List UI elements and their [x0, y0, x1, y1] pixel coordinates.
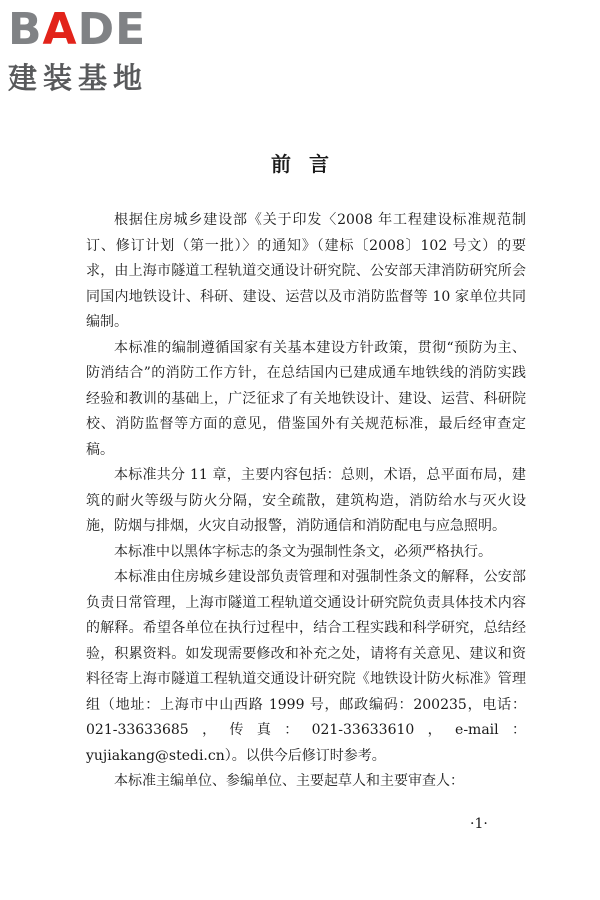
- logo-letters-de: DE: [77, 4, 147, 55]
- logo-letter-a: A: [42, 4, 78, 55]
- logo-wordmark: [8, 6, 178, 54]
- paragraph: 根据住房城乡建设部《关于印发〈2008 年工程建设标准规范制订、修订计划（第一批）〉的通知》（建标〔2008〕102 号文）的要求，由上海市隧道工程轨道交通设计研究院、公安部天津消防研究所会同国内地铁设计、科研、建设、运营以及市消防监督等 10 家单位共同编制。: [86, 212, 526, 330]
- page-number: ·1·: [470, 816, 488, 832]
- bade-logo: [8, 6, 178, 98]
- logo-letter-b: B: [8, 4, 43, 55]
- paragraph: 本标准的编制遵循国家有关基本建设方针政策，贯彻“预防为主、防消结合”的消防工作方针，在总结国内已建成通车地铁线的消防实践经验和教训的基础上，广泛征求了有关地铁设计、建设、运营、科研院校、消防监督等方面的意见，借鉴国外有关规范标准，最后经审查定稿。: [86, 339, 526, 458]
- page-title: 前言: [271, 152, 347, 176]
- logo-chinese-name: 建装基地: [8, 61, 149, 95]
- paragraph: 本标准中以黑体字标志的条文为强制性条文，必须严格执行。: [114, 543, 492, 560]
- paragraph: 本标准共分 11 章，主要内容包括：总则，术语，总平面布局，建筑的耐火等级与防火分隔，安全疏散，建筑构造，消防给水与灭火设施，防烟与排烟，火灾自动报警，消防通信和消防配电与应急照明。: [86, 467, 526, 534]
- paragraph: 本标准由住房城乡建设部负责管理和对强制性条文的解释，公安部负责日常管理，上海市隧道工程轨道交通设计研究院负责具体技术内容的解释。希望各单位在执行过程中，结合工程实践和科学研究，总结经验，积累资料。如发现需要修改和补充之处，请将有关意见、建议和资料径寄上海市隧道工程轨道交通设计研究院《地铁设计防火标准》管理组（地址：上海市中山西路 1999 号，邮政编码：200235，电话：021-33633685，传真：021-33633610，e-mail：yujiakang@stedi.cn）。以供今后修订时参考。: [86, 569, 526, 764]
- preface-body: [86, 208, 526, 795]
- paragraph: 本标准主编单位、参编单位、主要起草人和主要审查人：: [114, 773, 464, 789]
